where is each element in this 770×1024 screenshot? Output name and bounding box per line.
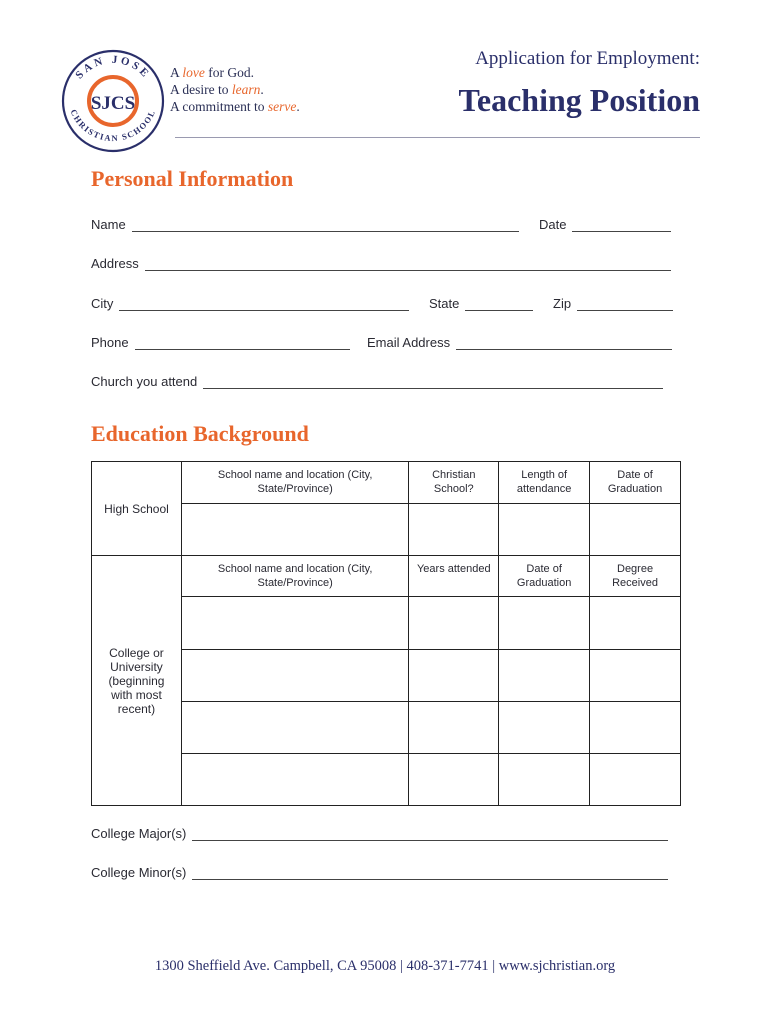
college-school-cell[interactable] bbox=[181, 702, 408, 754]
date-label: Date bbox=[539, 217, 567, 232]
tagline-line-2: A desire to learn. bbox=[170, 82, 264, 97]
hs-header-length: Length of attendance bbox=[499, 462, 590, 504]
college-header-degree: Degree Received bbox=[590, 556, 681, 597]
date-field[interactable] bbox=[539, 217, 671, 232]
major-line[interactable] bbox=[192, 828, 668, 841]
page-title: Teaching Position bbox=[458, 82, 700, 118]
church-field[interactable] bbox=[91, 374, 663, 389]
email-field[interactable] bbox=[367, 335, 672, 350]
education-table bbox=[91, 461, 681, 806]
college-header-school: School name and location (City, State/Province) bbox=[181, 556, 408, 597]
address-line[interactable] bbox=[145, 258, 671, 271]
minor-field[interactable] bbox=[91, 865, 668, 880]
email-line[interactable] bbox=[456, 337, 672, 350]
major-label: College Major(s) bbox=[91, 826, 187, 841]
church-line[interactable] bbox=[203, 376, 663, 389]
college-graduation-cell[interactable] bbox=[499, 597, 590, 650]
college-degree-cell[interactable] bbox=[590, 650, 681, 702]
college-degree-cell[interactable] bbox=[590, 702, 681, 754]
email-label: Email Address bbox=[367, 335, 451, 350]
college-years-cell[interactable] bbox=[409, 754, 499, 806]
phone-label: Phone bbox=[91, 335, 129, 350]
address-label: Address bbox=[91, 256, 139, 271]
logo-arc-top: SAN JOSE bbox=[73, 53, 153, 82]
tagline bbox=[170, 64, 300, 115]
college-years-cell[interactable] bbox=[409, 597, 499, 650]
name-field[interactable] bbox=[91, 217, 519, 232]
city-field[interactable] bbox=[91, 296, 409, 311]
name-line[interactable] bbox=[132, 219, 519, 232]
logo-monogram: SJCS bbox=[90, 93, 136, 114]
minor-line[interactable] bbox=[192, 867, 668, 880]
hs-length-cell[interactable] bbox=[499, 504, 590, 556]
college-header-graduation: Date of Graduation bbox=[499, 556, 590, 597]
hs-header-row bbox=[92, 462, 681, 504]
minor-label: College Minor(s) bbox=[91, 865, 187, 880]
city-line[interactable] bbox=[119, 298, 409, 311]
church-label: Church you attend bbox=[91, 374, 198, 389]
state-line[interactable] bbox=[465, 298, 533, 311]
college-graduation-cell[interactable] bbox=[499, 650, 590, 702]
tagline-line-3: A commitment to serve. bbox=[170, 99, 300, 114]
hs-school-cell[interactable] bbox=[181, 504, 408, 556]
school-logo bbox=[58, 46, 168, 156]
state-field[interactable] bbox=[429, 296, 533, 311]
college-graduation-cell[interactable] bbox=[499, 702, 590, 754]
college-header-row bbox=[92, 556, 681, 597]
college-school-cell[interactable] bbox=[181, 597, 408, 650]
logo-arc-bottom: CHRISTIAN SCHOOL bbox=[68, 107, 158, 144]
zip-field[interactable] bbox=[553, 296, 673, 311]
hs-christian-cell[interactable] bbox=[409, 504, 499, 556]
college-degree-cell[interactable] bbox=[590, 754, 681, 806]
college-header-years: Years attended bbox=[409, 556, 499, 597]
hs-header-school: School name and location (City, State/Province) bbox=[181, 462, 408, 504]
college-degree-cell[interactable] bbox=[590, 597, 681, 650]
college-years-cell[interactable] bbox=[409, 650, 499, 702]
college-years-cell[interactable] bbox=[409, 702, 499, 754]
college-label: College or University (beginning with most recent) bbox=[92, 556, 182, 806]
date-line[interactable] bbox=[572, 219, 671, 232]
personal-info-heading: Personal Information bbox=[91, 166, 294, 191]
phone-line[interactable] bbox=[135, 337, 350, 350]
state-label: State bbox=[429, 296, 460, 311]
major-field[interactable] bbox=[91, 826, 668, 841]
tagline-line-1: A love for God. bbox=[170, 65, 255, 80]
header-divider bbox=[175, 137, 700, 138]
phone-field[interactable] bbox=[91, 335, 350, 350]
education-heading: Education Background bbox=[91, 421, 309, 446]
college-school-cell[interactable] bbox=[181, 754, 408, 806]
city-label: City bbox=[91, 296, 114, 311]
footer-contact: 1300 Sheffield Ave. Campbell, CA 95008 | 408-371-7741 | www.sjchristian.org bbox=[154, 958, 616, 974]
college-school-cell[interactable] bbox=[181, 650, 408, 702]
name-label: Name bbox=[91, 217, 126, 232]
hs-header-graduation: Date of Graduation bbox=[590, 462, 681, 504]
application-title: Application for Employment: bbox=[475, 48, 700, 69]
zip-line[interactable] bbox=[577, 298, 673, 311]
hs-header-christian: Christian School? bbox=[409, 462, 499, 504]
zip-label: Zip bbox=[553, 296, 572, 311]
college-graduation-cell[interactable] bbox=[499, 754, 590, 806]
address-field[interactable] bbox=[91, 256, 671, 271]
high-school-label: High School bbox=[92, 462, 182, 556]
hs-graduation-cell[interactable] bbox=[590, 504, 681, 556]
